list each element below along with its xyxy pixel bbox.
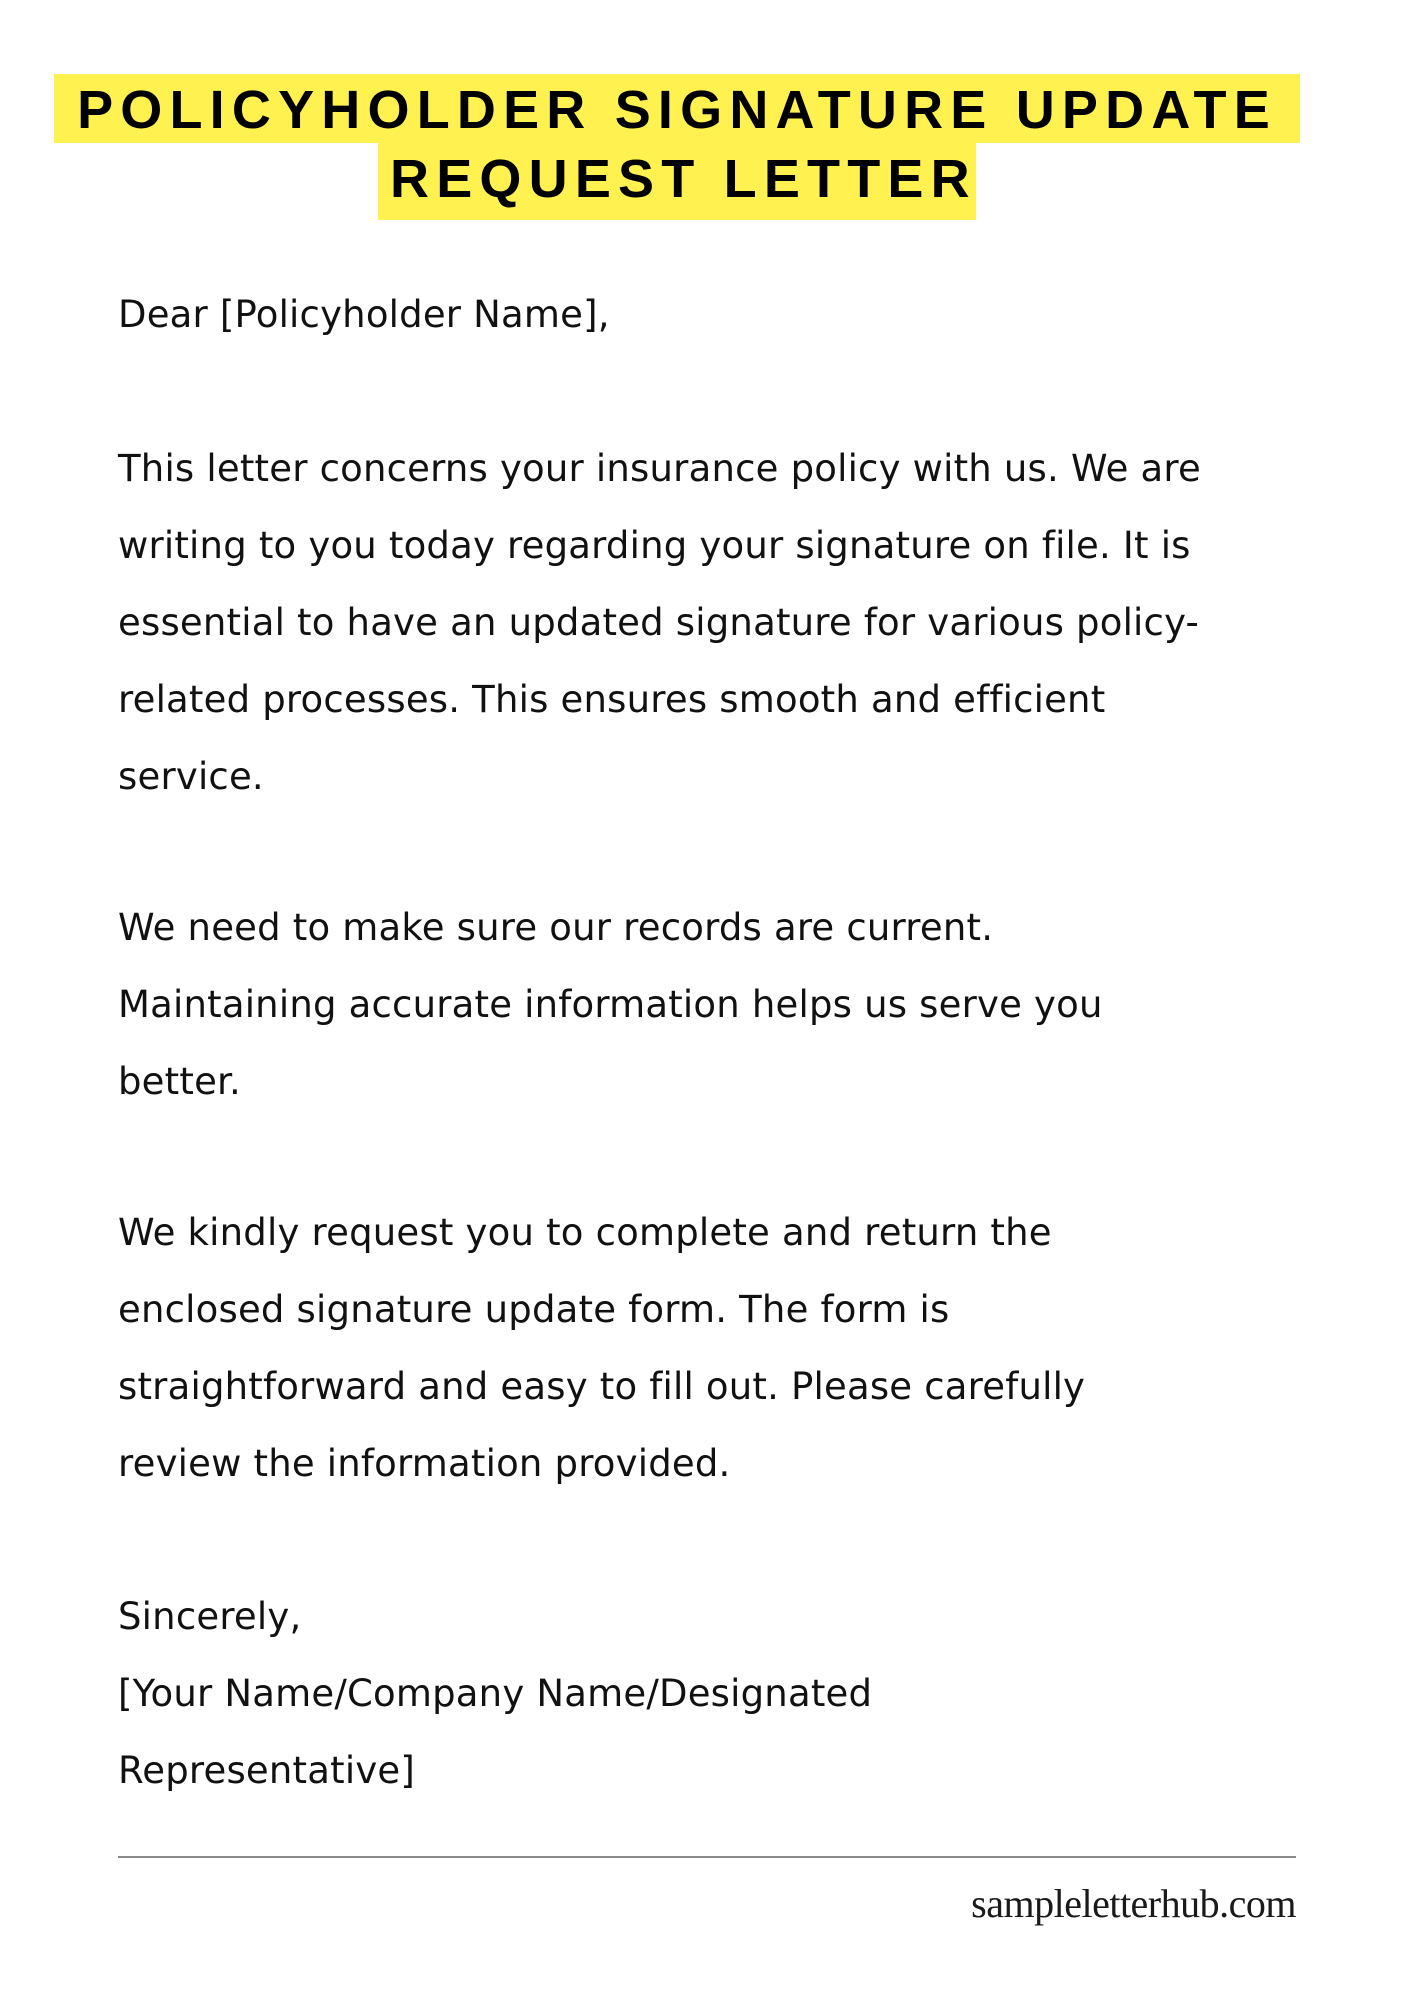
paragraph-line: We need to make sure our records are current. [118, 906, 994, 949]
paragraph-line: This letter concerns your insurance policy with us. We are [118, 447, 1201, 490]
closing-signature [118, 1578, 1358, 1809]
paragraph-line: service. [118, 755, 264, 798]
signature-line: Representative] [118, 1749, 416, 1792]
paragraph-line: We kindly request you to complete and return the [118, 1211, 1052, 1254]
greeting-text: Dear [Policyholder Name], [118, 293, 610, 336]
title-line-1: POLICYHOLDER SIGNATURE UPDATE [54, 74, 1300, 143]
footer-divider [118, 1856, 1296, 1858]
paragraph-line: Maintaining accurate information helps us serve you [118, 983, 1103, 1026]
paragraph-line: review the information provided. [118, 1442, 731, 1485]
greeting [118, 276, 1358, 353]
footer-site-name: sampleletterhub.com [971, 1881, 1296, 1926]
paragraph-1 [118, 430, 1358, 815]
closing-line: Sincerely, [118, 1595, 302, 1638]
paragraph-line: related processes. This ensures smooth and efficient [118, 678, 1106, 721]
signature-line: [Your Name/Company Name/Designated [118, 1672, 873, 1715]
paragraph-line: enclosed signature update form. The form is [118, 1288, 950, 1331]
paragraph-line: writing to you today regarding your signature on file. It is [118, 524, 1191, 567]
title-line-2: REQUEST LETTER [378, 143, 976, 220]
paragraph-line: better. [118, 1060, 242, 1103]
paragraph-2 [118, 889, 1358, 1120]
paragraph-line: straightforward and easy to fill out. Please carefully [118, 1365, 1086, 1408]
paragraph-line: essential to have an updated signature for various policy- [118, 601, 1200, 644]
paragraph-3 [118, 1194, 1358, 1502]
